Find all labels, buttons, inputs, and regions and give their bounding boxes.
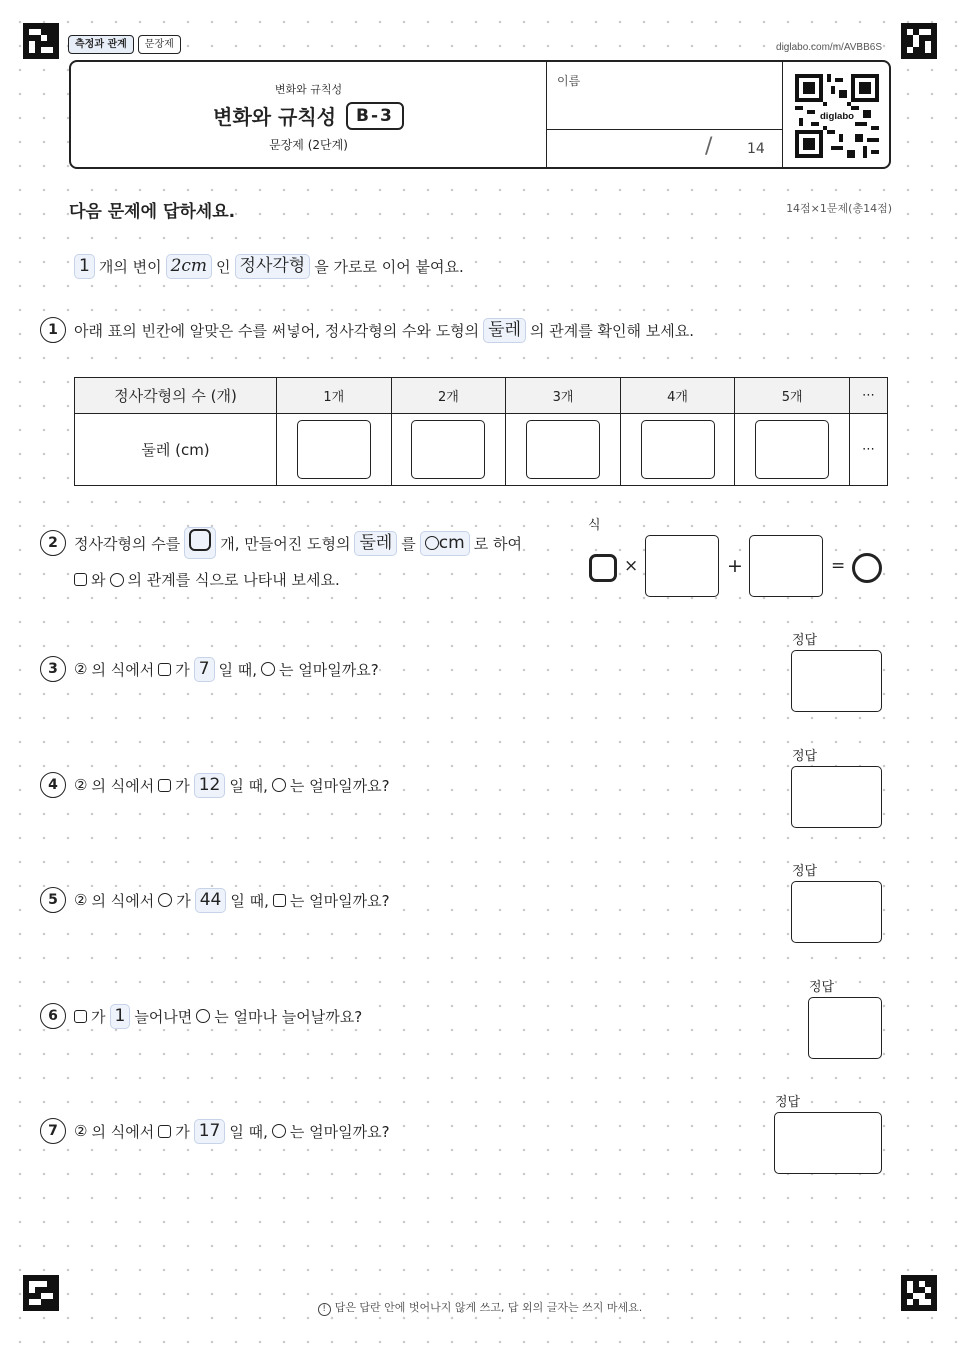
score-total: 14 bbox=[747, 141, 765, 157]
circle-symbol-icon bbox=[852, 553, 882, 583]
name-label: 이름 bbox=[557, 74, 581, 88]
table-col-header: 4개 bbox=[620, 378, 735, 414]
formula-answer-box[interactable] bbox=[645, 535, 719, 597]
table-answer-box[interactable] bbox=[411, 420, 485, 479]
question-text: 로 하여 bbox=[473, 534, 522, 553]
square-symbol-icon bbox=[273, 894, 286, 907]
question-text: 의 관계를 확인해 보세요. bbox=[530, 321, 695, 340]
table-col-header: 3개 bbox=[506, 378, 621, 414]
question-text: 와 bbox=[91, 571, 106, 589]
question-text: 일 때, bbox=[229, 776, 268, 795]
question-text: 가 bbox=[91, 1007, 106, 1026]
circle-symbol-icon bbox=[158, 893, 172, 907]
square-symbol-icon bbox=[589, 554, 617, 582]
circle-symbol-icon bbox=[110, 573, 124, 587]
unit-subtitle: 변화와 규칙성 bbox=[274, 83, 343, 96]
qr-code[interactable] bbox=[782, 62, 891, 167]
question-6 bbox=[40, 1003, 362, 1029]
question-text: 의 식에서 bbox=[91, 776, 155, 795]
circle-unit-box bbox=[420, 531, 470, 556]
corner-marker-top-left bbox=[23, 23, 59, 59]
question-text: 아래 표의 빈칸에 알맞은 수를 써넣어, 정사각형의 수와 도형의 bbox=[74, 321, 480, 340]
answer-label: 정답 bbox=[809, 976, 834, 995]
premise-count-box: 1 bbox=[74, 254, 95, 279]
table-col-header: 5개 bbox=[735, 378, 850, 414]
table-col-header: 1개 bbox=[277, 378, 392, 414]
question-text: 의 관계를 식으로 나타내 보세요. bbox=[127, 571, 340, 589]
premise-shape-box: 정사각형 bbox=[235, 254, 311, 279]
answer-box[interactable] bbox=[791, 881, 882, 943]
question-number: 1 bbox=[40, 317, 66, 343]
table-answer-box[interactable] bbox=[755, 420, 829, 479]
table-answer-box[interactable] bbox=[297, 420, 371, 479]
equals-sign: = bbox=[831, 556, 846, 576]
question-text: 가 bbox=[175, 1122, 190, 1141]
question-text: 일 때, bbox=[230, 891, 269, 910]
question-text: 는 얼마일까요? bbox=[289, 776, 390, 795]
square-symbol-icon bbox=[74, 573, 87, 586]
answer-box[interactable] bbox=[808, 997, 882, 1059]
square-symbol-icon bbox=[158, 663, 171, 676]
question-number: 2 bbox=[40, 530, 66, 556]
question-number: 3 bbox=[40, 656, 66, 682]
circle-symbol-icon bbox=[261, 662, 275, 676]
keyword-box: 둘레 bbox=[483, 318, 526, 343]
footer-note bbox=[0, 1299, 960, 1316]
answer-label: 정답 bbox=[775, 1091, 800, 1110]
unit-text: cm bbox=[438, 532, 465, 553]
square-symbol-icon bbox=[158, 1125, 171, 1138]
table-ellipsis: ⋯ bbox=[850, 414, 888, 486]
reference-mark: ② bbox=[74, 776, 88, 794]
circle-symbol-icon bbox=[425, 536, 439, 550]
question-number: 6 bbox=[40, 1003, 66, 1029]
question-4 bbox=[40, 772, 390, 798]
square-symbol-icon bbox=[189, 529, 211, 551]
question-7 bbox=[40, 1118, 390, 1144]
circle-symbol-icon bbox=[272, 1124, 286, 1138]
premise-length-box: 2cm bbox=[166, 254, 212, 279]
table-row bbox=[75, 378, 888, 414]
instruction: 다음 문제에 답하세요. bbox=[69, 197, 235, 222]
question-number: 5 bbox=[40, 887, 66, 913]
table-answer-box[interactable] bbox=[526, 420, 600, 479]
question-3 bbox=[40, 656, 379, 682]
table-col-header: 2개 bbox=[391, 378, 506, 414]
square-symbol-box bbox=[184, 527, 216, 559]
category-tags bbox=[68, 35, 181, 54]
circle-symbol-icon bbox=[272, 778, 286, 792]
answer-label: 정답 bbox=[792, 629, 817, 648]
question-text: 가 bbox=[175, 776, 190, 795]
question-text: 의 식에서 bbox=[91, 891, 155, 910]
name-field[interactable] bbox=[546, 62, 782, 130]
question-text: 는 얼마일까요? bbox=[289, 891, 390, 910]
question-text: 일 때, bbox=[218, 660, 258, 679]
formula-answer-box[interactable] bbox=[749, 535, 823, 597]
score-slash: / bbox=[705, 134, 713, 159]
square-symbol-icon bbox=[158, 779, 171, 792]
formula-label: 식 bbox=[588, 514, 601, 533]
premise-text: 인 bbox=[216, 258, 231, 276]
question-text: 일 때, bbox=[229, 1122, 268, 1141]
table-ellipsis: ⋯ bbox=[850, 378, 888, 414]
question-text: 늘어나면 bbox=[134, 1007, 193, 1026]
premise bbox=[74, 254, 464, 279]
premise-text: 을 가로로 이어 붙여요. bbox=[314, 258, 464, 276]
worksheet-title: 변화와 규칙성 bbox=[213, 105, 337, 129]
circle-symbol-icon bbox=[196, 1009, 210, 1023]
question-text: 정사각형의 수를 bbox=[74, 534, 181, 553]
reference-mark: ② bbox=[74, 1122, 88, 1140]
category-tag: 측정과 관계 bbox=[68, 35, 134, 54]
footer-text: 답은 답란 안에 벗어나지 않게 쓰고, 답 외의 글자는 쓰지 마세요. bbox=[334, 1301, 643, 1314]
question-number: 4 bbox=[40, 772, 66, 798]
qr-label: diglabo bbox=[819, 111, 855, 123]
reference-mark: ② bbox=[74, 660, 88, 678]
square-symbol-icon bbox=[74, 1010, 87, 1023]
value-box: 1 bbox=[110, 1004, 131, 1029]
table-header-count: 정사각형의 수 (개) bbox=[75, 378, 277, 414]
title-block bbox=[71, 62, 546, 167]
perimeter-table bbox=[74, 377, 888, 486]
table-header-perimeter: 둘레 (cm) bbox=[75, 414, 277, 486]
times-sign: × bbox=[624, 556, 639, 576]
question-2-line-2 bbox=[74, 569, 340, 590]
value-box: 17 bbox=[194, 1119, 226, 1144]
worksheet-header bbox=[69, 60, 891, 169]
answer-label: 정답 bbox=[792, 745, 817, 764]
qr-code-icon bbox=[795, 74, 879, 158]
answer-box[interactable] bbox=[774, 1112, 882, 1174]
value-box: 12 bbox=[194, 773, 226, 798]
question-text: 를 bbox=[401, 534, 416, 553]
worksheet-type: 문장제 (2단계) bbox=[269, 138, 348, 152]
corner-marker-top-right bbox=[901, 23, 937, 59]
premise-text: 개의 변이 bbox=[98, 258, 162, 276]
table-row bbox=[75, 414, 888, 486]
answer-label: 정답 bbox=[792, 860, 817, 879]
question-1 bbox=[40, 317, 694, 343]
question-text: 는 얼마일까요? bbox=[279, 660, 379, 679]
plus-sign: + bbox=[727, 555, 743, 577]
worksheet-code: B-3 bbox=[346, 102, 404, 130]
question-text: 가 bbox=[176, 891, 191, 910]
question-text: 개, 만들어진 도형의 bbox=[220, 534, 351, 553]
question-text: 가 bbox=[175, 660, 190, 679]
question-text: 의 식에서 bbox=[91, 660, 155, 679]
reference-mark: ② bbox=[74, 891, 88, 909]
question-text: 는 얼마나 늘어날까요? bbox=[214, 1007, 363, 1026]
type-tag: 문장제 bbox=[138, 35, 181, 54]
points-info: 14점×1문제(총14점) bbox=[786, 202, 892, 215]
question-text: 의 식에서 bbox=[91, 1122, 155, 1141]
worksheet-url[interactable]: diglabo.com/m/AVBB6S bbox=[776, 42, 882, 53]
question-5 bbox=[40, 887, 390, 913]
value-box: 7 bbox=[194, 657, 215, 682]
question-text: 는 얼마일까요? bbox=[289, 1122, 390, 1141]
question-2 bbox=[40, 527, 522, 559]
answer-box[interactable] bbox=[791, 766, 882, 828]
score-field bbox=[546, 130, 782, 167]
keyword-box: 둘레 bbox=[354, 531, 397, 556]
value-box: 44 bbox=[195, 888, 227, 913]
answer-box[interactable] bbox=[791, 650, 882, 712]
table-answer-box[interactable] bbox=[641, 420, 715, 479]
question-number: 7 bbox=[40, 1118, 66, 1144]
warning-icon: ! bbox=[318, 1303, 331, 1316]
